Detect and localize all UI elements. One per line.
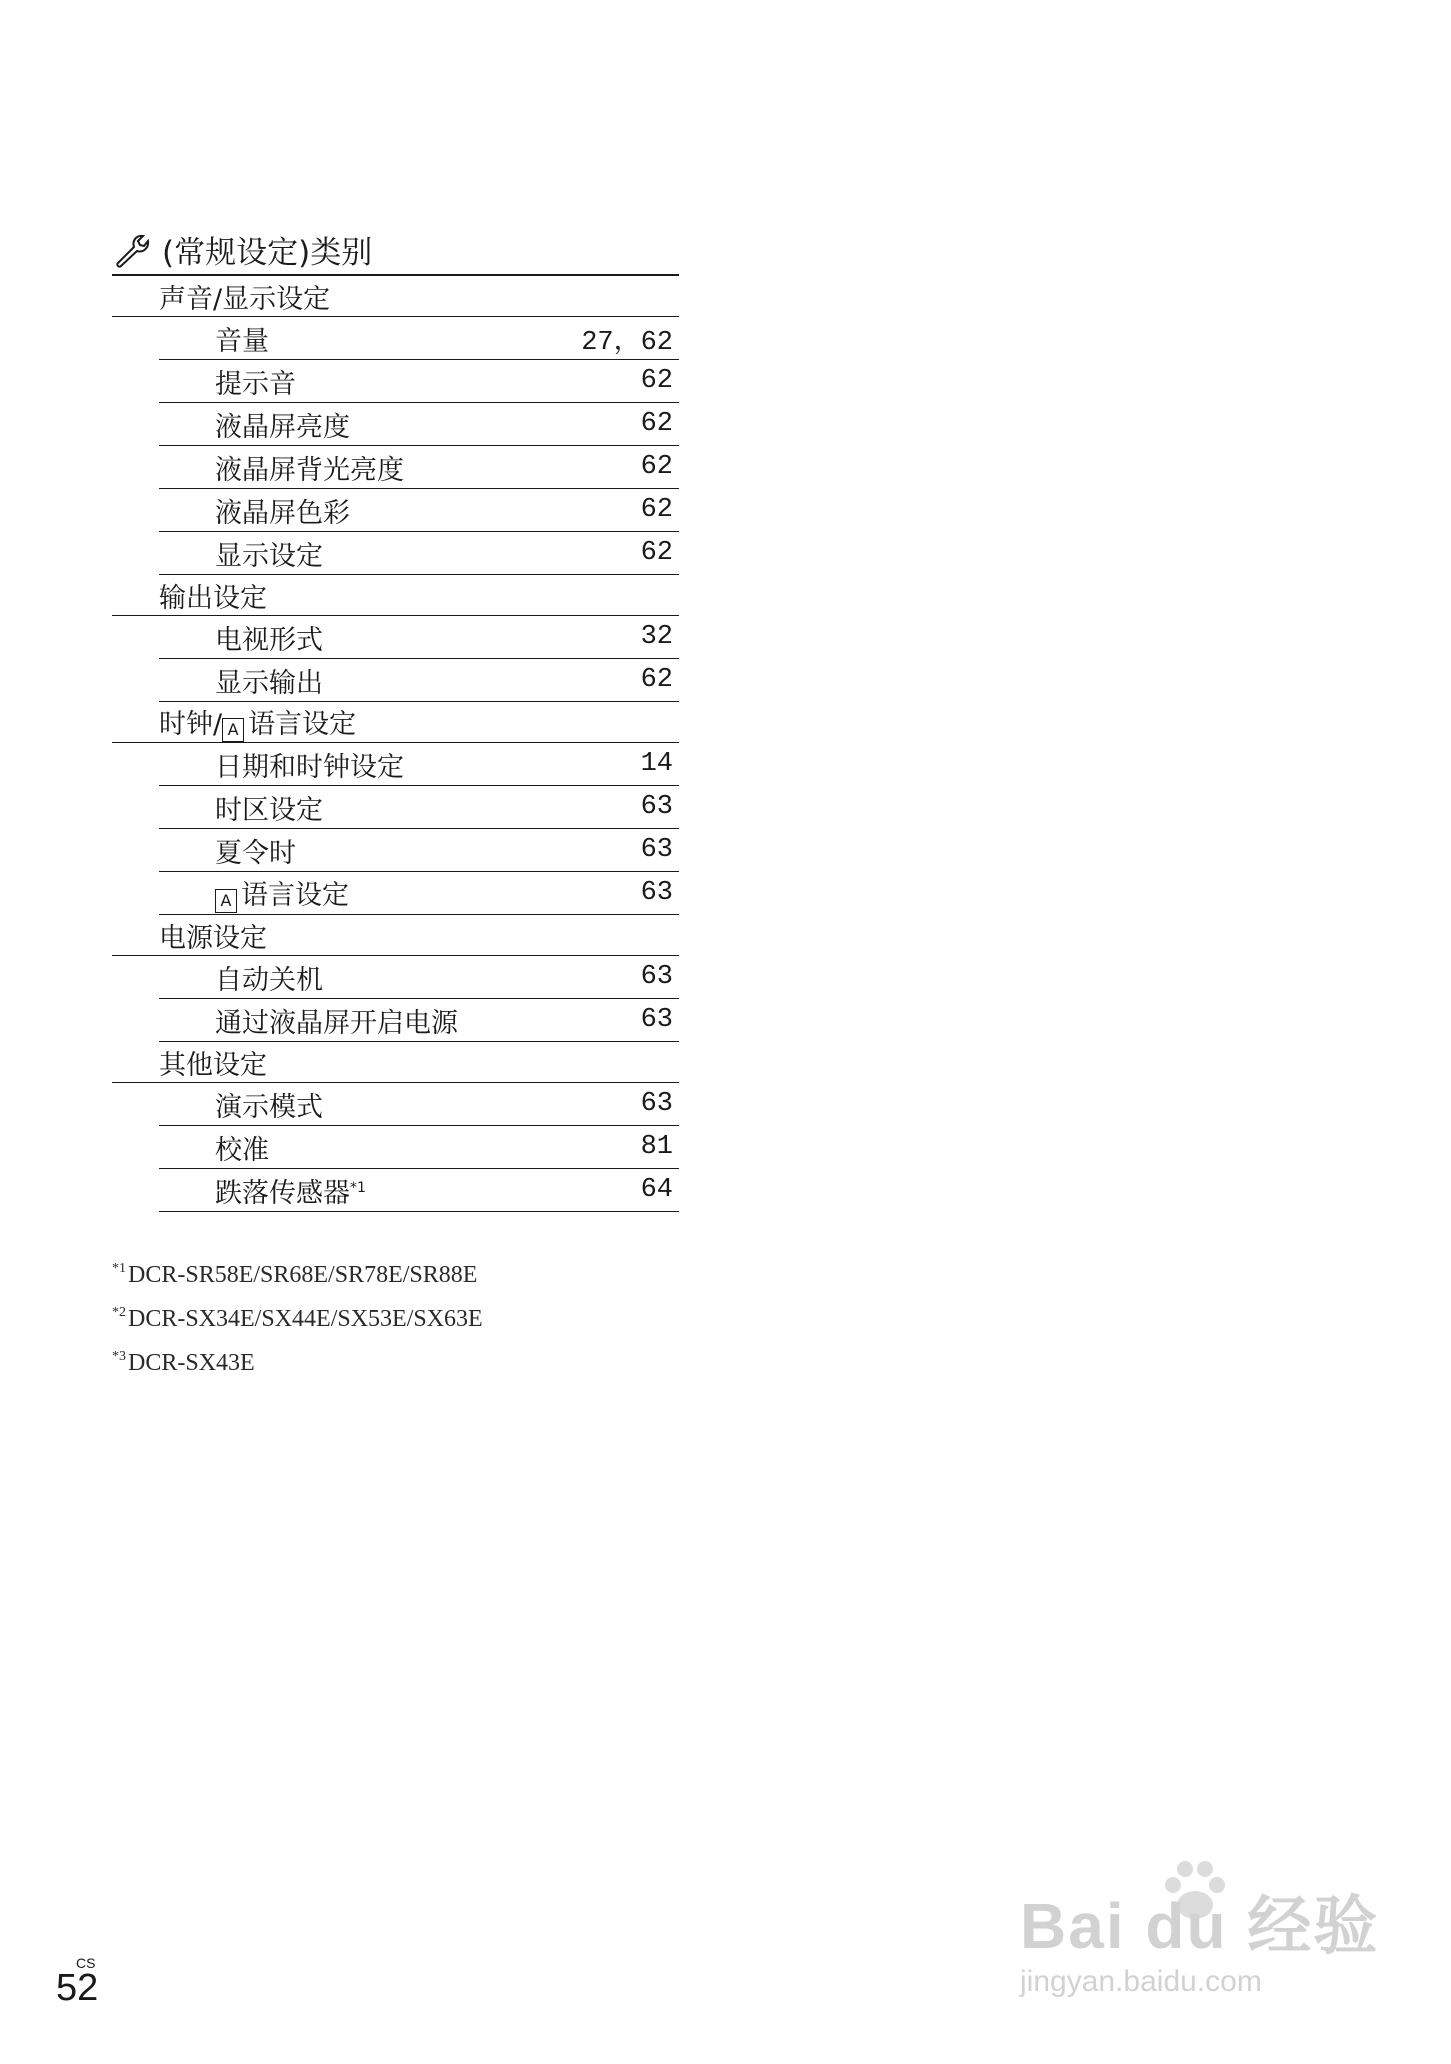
toc-page-number: 62 <box>640 665 673 695</box>
footnote <box>112 1294 483 1338</box>
toc-page-number: 62 <box>640 409 673 439</box>
toc-label: 液晶屏亮度 <box>215 411 350 443</box>
toc-label: 演示模式 <box>215 1091 323 1123</box>
toc-row <box>159 446 679 489</box>
toc-label: 声音/显示设定 <box>159 283 331 315</box>
toc-row <box>159 403 679 446</box>
footnote-ref: *1 <box>350 1179 366 1196</box>
toc-page-number: 63 <box>640 1005 673 1035</box>
toc-label: 其他设定 <box>159 1049 267 1081</box>
toc-row <box>159 616 679 659</box>
toc-group-heading <box>112 1042 679 1083</box>
toc-row <box>159 743 679 786</box>
footnote <box>112 1250 483 1294</box>
toc-row <box>159 360 679 403</box>
toc-page-number: 62 <box>640 495 673 525</box>
baidu-watermark <box>1020 1855 1420 2015</box>
toc-row <box>159 532 679 575</box>
toc-label: 跌落传感器$^{*1}$ <box>215 1177 366 1209</box>
footnote-text: DCR-SR58E/SR68E/SR78E/SR88E <box>128 1262 478 1288</box>
toc-row <box>159 1083 679 1126</box>
toc-label: 时钟/ A 语言设定 <box>159 709 357 740</box>
toc-label: 输出设定 <box>159 582 267 614</box>
footnotes <box>112 1250 483 1382</box>
section-title-text: (常规设定)类别 <box>162 234 373 271</box>
section-title <box>112 226 372 272</box>
toc-label: 显示输出 <box>215 667 323 699</box>
watermark-url: jingyan.baidu.com <box>1020 1965 1262 1998</box>
toc-page-number: 63 <box>640 835 673 865</box>
toc-page-number: 63 <box>640 878 673 908</box>
toc-label: 液晶屏色彩 <box>215 497 350 529</box>
toc-row <box>159 872 679 915</box>
toc-label: 夏令时 <box>215 837 296 869</box>
watermark-brand: Bai du 经验 <box>1020 1890 1380 1962</box>
toc-row <box>159 956 679 999</box>
footnote-mark: *2 <box>112 1305 126 1320</box>
toc-label: 电源设定 <box>159 922 267 954</box>
footnote-text: DCR-SX43E <box>128 1350 255 1376</box>
footnote-text: DCR-SX34E/SX44E/SX53E/SX63E <box>128 1306 483 1332</box>
toc-page-number: 64 <box>640 1175 673 1205</box>
toc-row <box>159 1126 679 1169</box>
toc-row <box>159 829 679 872</box>
toc-row <box>159 317 679 360</box>
toc-page-number: 81 <box>640 1132 673 1162</box>
toc-label: 自动关机 <box>215 964 323 996</box>
toc-page-number: 62 <box>640 538 673 568</box>
toc-label: 日期和时钟设定 <box>215 751 404 783</box>
toc-row <box>159 786 679 829</box>
toc-group-heading <box>112 915 679 956</box>
footnote-mark: *1 <box>112 1261 126 1276</box>
toc-page-number: 32 <box>640 622 673 652</box>
toc-page-number: 14 <box>640 749 673 779</box>
toc-label: 显示设定 <box>215 540 323 572</box>
toc-row <box>159 1169 679 1212</box>
footnote <box>112 1338 483 1382</box>
toc-group-heading <box>112 276 679 317</box>
toc-label: 校准 <box>215 1134 269 1166</box>
toc-label: 液晶屏背光亮度 <box>215 454 404 486</box>
toc-group-heading <box>112 702 679 743</box>
toc-row <box>159 659 679 702</box>
language-icon: A <box>215 889 237 913</box>
toc-label: A 语言设定 <box>215 873 349 913</box>
toc-page-number: 27，62 <box>581 328 673 358</box>
toc-page-number: 63 <box>640 962 673 992</box>
footnote-mark: *3 <box>112 1349 126 1364</box>
page-number-value: 52 <box>56 1967 99 2009</box>
toc-label: 时区设定 <box>215 794 323 826</box>
toc-label: 音量 <box>215 325 269 357</box>
toc-page-number: 62 <box>640 452 673 482</box>
toc-label: 提示音 <box>215 368 296 400</box>
toc-group-heading <box>112 575 679 616</box>
language-icon: A <box>222 718 244 742</box>
toc-page-number: 62 <box>640 366 673 396</box>
toc-label: 通过液晶屏开启电源 <box>215 1007 458 1039</box>
toc-row <box>159 999 679 1042</box>
toc-label: 电视形式 <box>215 624 323 656</box>
settings-table <box>112 274 679 1212</box>
toc-page-number: 63 <box>640 792 673 822</box>
page-lang-code: CS <box>76 1955 96 1971</box>
toc-row <box>159 489 679 532</box>
wrench-icon <box>112 229 152 269</box>
toc-page-number: 63 <box>640 1089 673 1119</box>
